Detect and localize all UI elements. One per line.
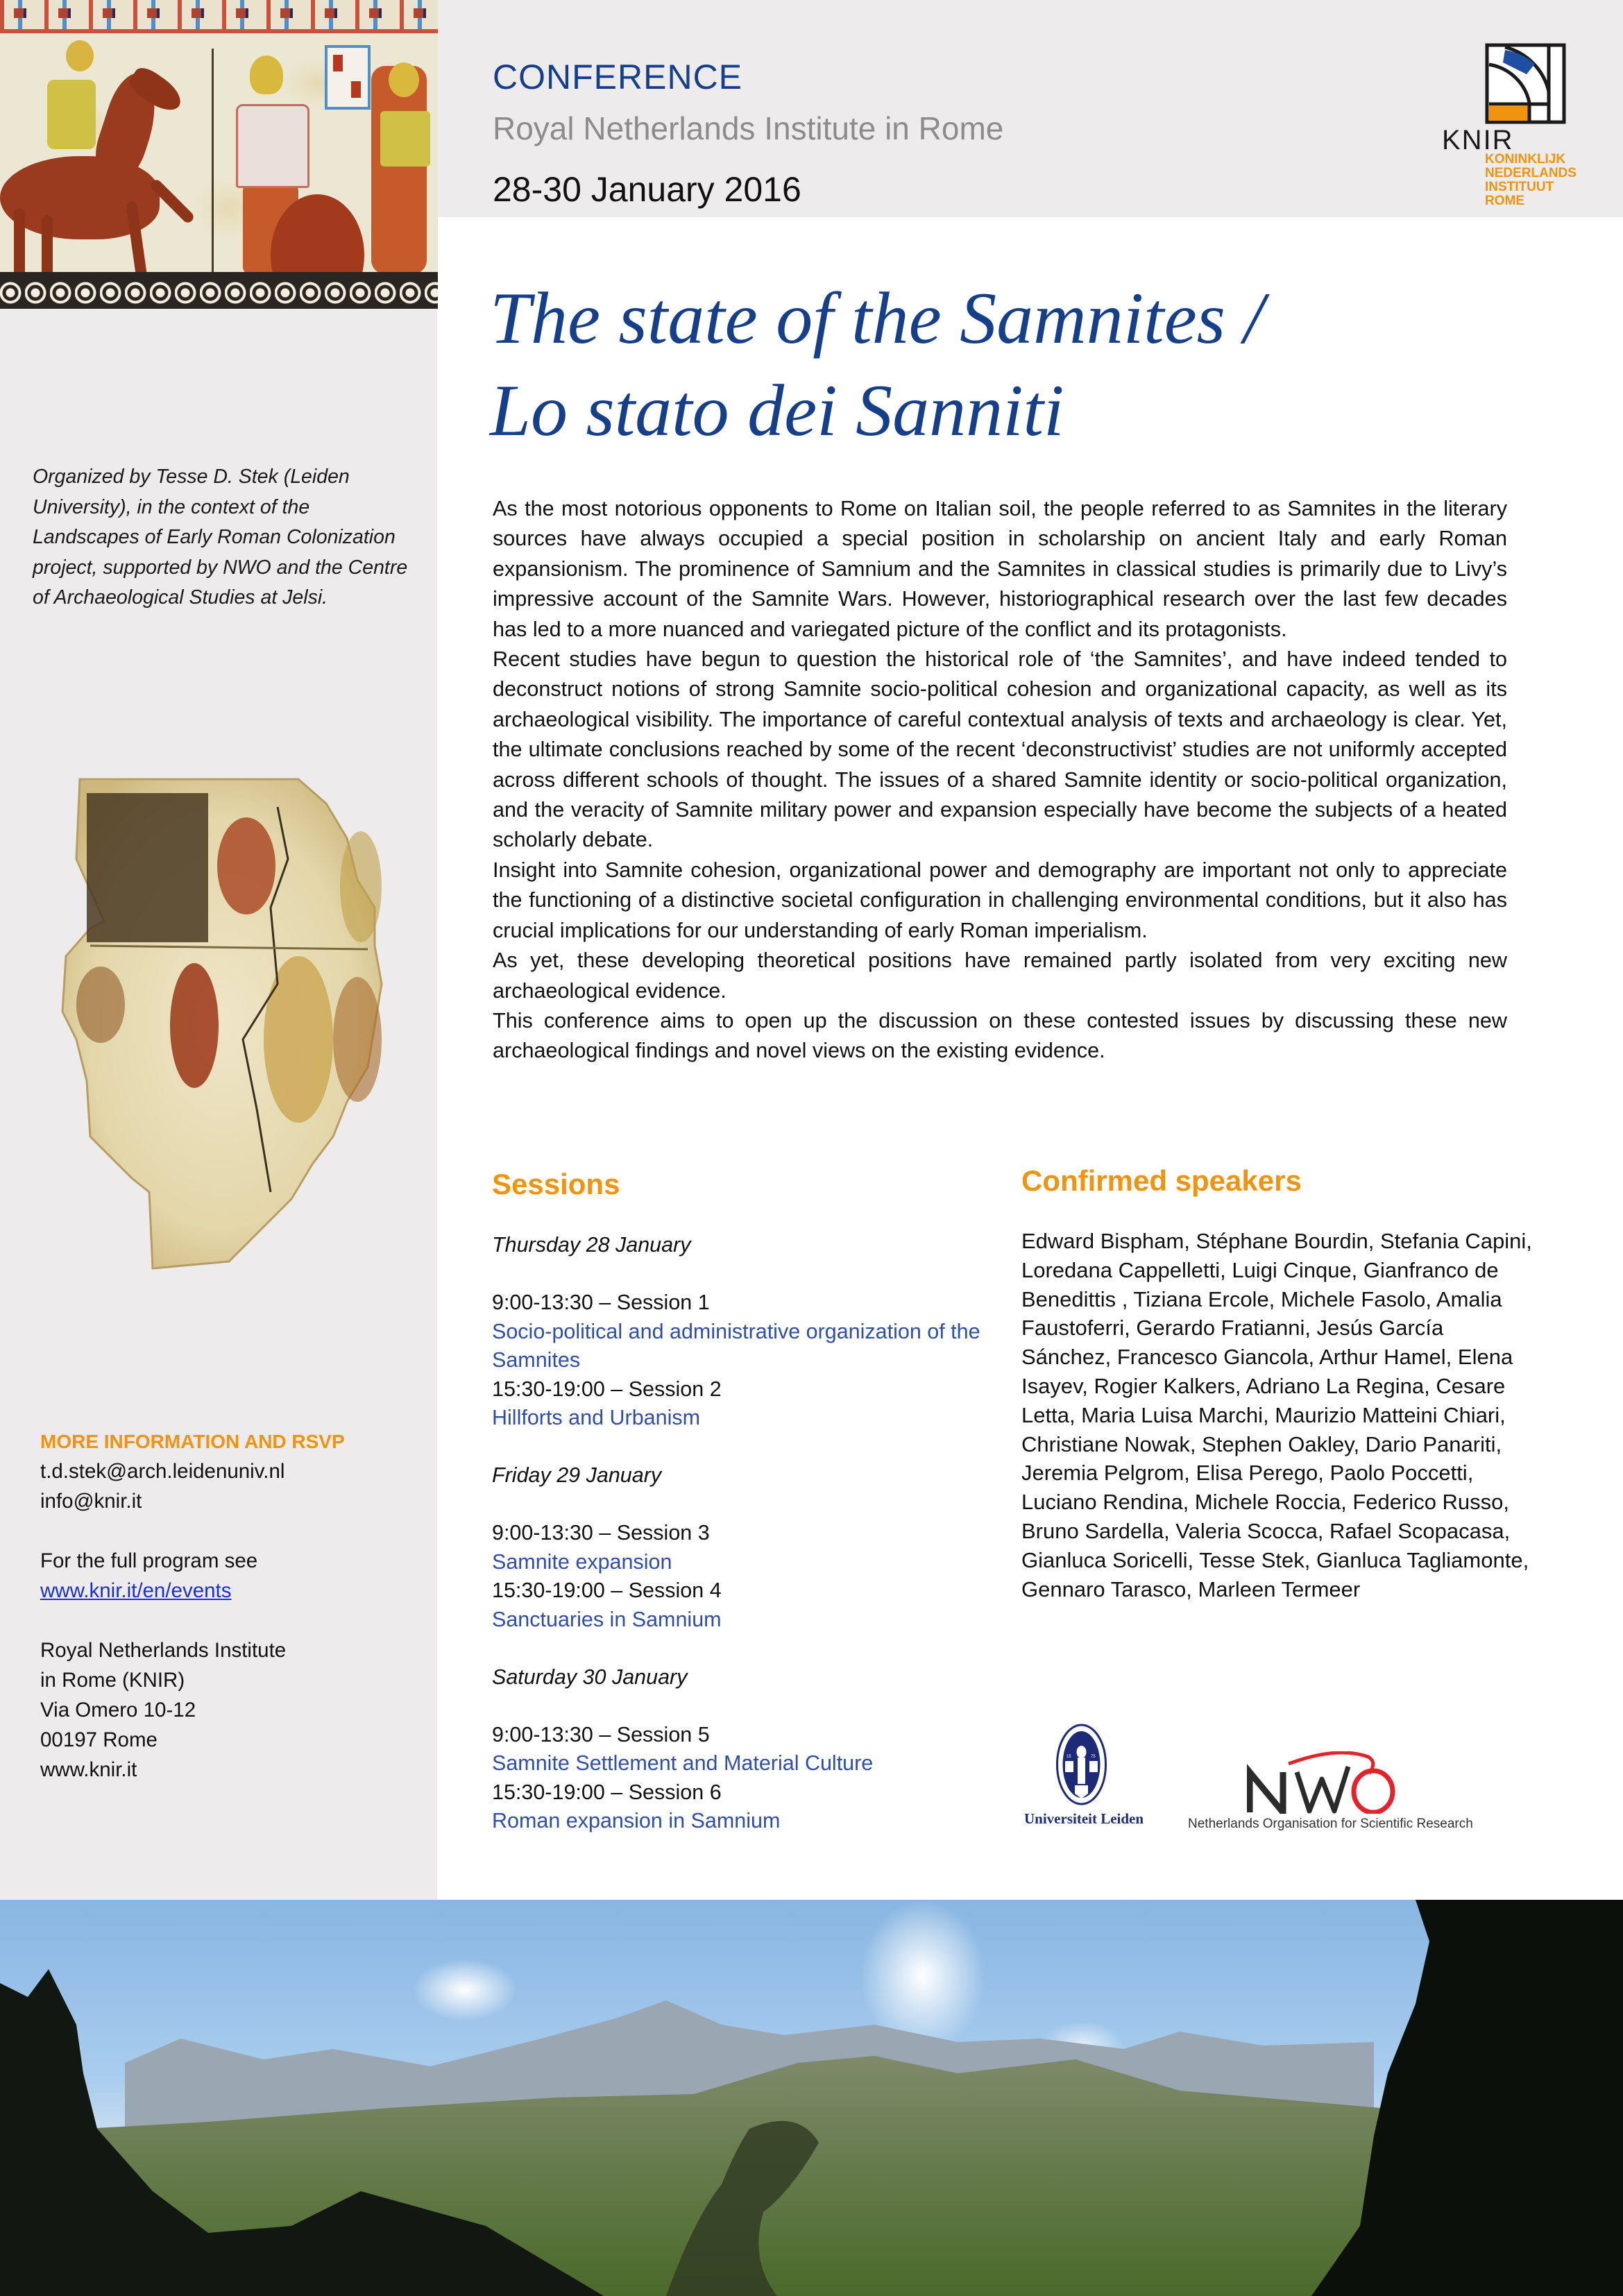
intro-paragraph: This conference aims to open up the discussion on these contested issues by discussing these new archaeological findings and novel views on the existing evidence. — [493, 1008, 1507, 1063]
session-day: Friday 29 January — [492, 1463, 662, 1487]
contact-email[interactable]: info@knir.it — [40, 1490, 142, 1513]
contact-email[interactable]: t.d.stek@arch.leidenuniv.nl — [40, 1460, 285, 1483]
knir-logo — [1426, 43, 1582, 213]
program-link[interactable]: www.knir.it/en/events — [40, 1579, 232, 1602]
program-label: For the full program see — [40, 1549, 258, 1572]
knir-window-icon — [1485, 43, 1566, 124]
rsvp-heading: MORE INFORMATION AND RSVP — [40, 1431, 345, 1452]
session-time: 15:30-19:00 – Session 6 — [492, 1780, 722, 1804]
session-day: Thursday 28 January — [492, 1233, 691, 1257]
intro-text — [493, 494, 1507, 1066]
website-text: www.knir.it — [40, 1758, 137, 1781]
figure-red — [217, 817, 275, 915]
session-time: 9:00-13:30 – Session 1 — [492, 1291, 710, 1314]
address-line: 00197 Rome — [40, 1728, 158, 1751]
nwo-letters-icon — [1247, 1751, 1407, 1814]
leiden-name: Universiteit Leiden — [1024, 1810, 1144, 1827]
knir-abbreviation: KNIR — [1442, 125, 1514, 155]
seal-number: 15 — [1067, 1755, 1071, 1759]
conference-label: CONFERENCE — [493, 58, 743, 96]
conference-dates: 28-30 January 2016 — [493, 170, 801, 209]
fresco-fragment-image — [49, 776, 389, 1275]
knir-name-line: KONINKLIJK — [1485, 152, 1566, 167]
speakers-list: Edward Bispham, Stéphane Bourdin, Stefania Capini, Loredana Cappelletti, Luigi Cinque, Gianfranco de Benedittis , Tiziana Ercole, Michele Fasolo, Amalia Faustoferri, Gerardo Fratianni, Jesús García Sánchez, Francesco Giancola, Arthur Hamel, Elena Isayev, Rogier Kalkers, Adriano La Regina, Cesare Letta, Maria Luisa Marchi, Maurizio Matteini Chiari, Christiane Nowak, Stephen Oakley, Dario Panariti, Jeremia Pelgrom, Elisa Perego, Paolo Poccetti, Luciano Rendina, Michele Roccia, Federico Russo, Bruno Sardella, Valeria Scocca, Rafael Scopacasa, Gianluca Soricelli, Tesse Stek, Gianluca Tagliamonte, Gennaro Tarasco, Marleen Termeer — [1021, 1229, 1532, 1601]
sessions-heading: Sessions — [492, 1168, 620, 1200]
address-line: in Rome (KNIR) — [40, 1669, 185, 1692]
session-time: 15:30-19:00 – Session 4 — [492, 1579, 722, 1602]
wave-border — [0, 279, 438, 309]
session-day: Saturday 30 January — [492, 1665, 688, 1689]
session-time: 9:00-13:30 – Session 5 — [492, 1722, 710, 1746]
cloud — [413, 1959, 517, 2021]
warrior-armor — [380, 111, 430, 167]
session-topic: Samnite expansion — [492, 1549, 672, 1574]
session-time: 15:30-19:00 – Session 2 — [492, 1377, 722, 1401]
knir-full-name — [1485, 153, 1577, 208]
intro-paragraph: Recent studies have begun to question the historical role of ‘the Samnites’, and have indeed tended to deconstruct notions of strong Samnite socio-political cohesion and organizational capacity, as well as its archaeological visibility. The importance of careful contextual analysis of texts and archaeology is clear. Yet, the ultimate conclusions reached by some of the recent ‘deconstructivist’ studies are not uniformly accepted across different schools of thought. The issues of a shared Samnite identity or socio-political organization, and the veracity of Samnite military power and expansion especially have become the subjects of a heated scholarly debate. — [493, 647, 1507, 852]
fragment-drawing — [49, 776, 389, 1275]
intro-paragraph: As yet, these developing theoretical positions have remained partly isolated from very exciting new archaeological evidence. — [493, 949, 1507, 1003]
contact-block — [40, 1427, 429, 1785]
figure-ochre — [264, 956, 333, 1123]
session-topic: Samnite Settlement and Material Culture — [492, 1751, 874, 1775]
session-time: 9:00-13:30 – Session 3 — [492, 1521, 710, 1545]
intro-paragraph: Insight into Samnite cohesion, organizational power and demography are important not only to appreciate the functioning of a distinctive societal configuration in challenging environmental conditions, but it also has crucial implications for our understanding of early Roman imperialism. — [493, 858, 1507, 942]
title-english: The state of the Samnites / — [490, 278, 1264, 359]
session-topic: Sanctuaries in Samnium — [492, 1607, 722, 1631]
address-line: Royal Netherlands Institute — [40, 1639, 287, 1662]
session-topic: Roman expansion in Samnium — [492, 1809, 781, 1832]
figure-ochre — [340, 831, 382, 942]
rider-figure — [47, 80, 96, 149]
leiden-university-logo — [1024, 1723, 1163, 1834]
knir-name-line: INSTITUUT — [1485, 180, 1554, 194]
seal-number: 75 — [1091, 1755, 1096, 1759]
session-topic: Socio-political and administrative organization of the Samnites — [492, 1319, 980, 1372]
fresco-image-warriors — [0, 0, 438, 309]
title-italian: Lo stato dei Sanniti — [490, 370, 1064, 451]
dark-panel — [87, 793, 208, 942]
session-topic: Hillforts and Urbanism — [492, 1406, 701, 1429]
intro-paragraph: As the most notorious opponents to Rome on Italian soil, the people referred to as Samnites in the literary sources have always occupied a special position in scholarship on ancient Italy and early Roman expansionism. The prominence of Samnium and the Samnites in classical studies is primarily due to Livy’s impressive account of the Samnite Wars. However, historiographical research over the last few decades has led to a more nuanced and variegated picture of the conflict and its protagonists. — [493, 497, 1507, 641]
spear — [212, 49, 214, 274]
meander-border — [0, 0, 438, 33]
warrior-helmet-2 — [389, 62, 419, 97]
organizer-note: Organized by Tesse D. Stek (Leiden University), in the context of the Landscapes of Early Roman Colonization project, supported by NWO and the Centre of Archaeological Studies at Jelsi. — [33, 466, 408, 609]
figure-small — [76, 967, 125, 1043]
warrior-tunic — [236, 104, 309, 188]
nwo-tagline: Netherlands Organisation for Scientific Research — [1188, 1817, 1473, 1831]
conference-venue: Royal Netherlands Institute in Rome — [493, 110, 1004, 146]
nwo-logo — [1188, 1739, 1521, 1836]
warrior-figure-2 — [371, 66, 427, 274]
ground-line — [0, 272, 438, 279]
warrior-helmet — [250, 56, 283, 94]
address-line: Via Omero 10-12 — [40, 1699, 196, 1721]
leiden-seal-icon — [1055, 1723, 1107, 1806]
sessions-list — [492, 1231, 1005, 1836]
figure-red — [170, 963, 219, 1088]
rider-head — [66, 40, 94, 71]
knir-name-line: ROME — [1485, 194, 1524, 208]
banner-flag — [325, 45, 371, 110]
knir-name-line: NEDERLANDS — [1485, 166, 1577, 180]
speakers-heading: Confirmed speakers — [1021, 1164, 1302, 1197]
landscape-drawing — [0, 1900, 1623, 2296]
landscape-photo — [0, 1900, 1623, 2296]
figure-ochre — [333, 977, 382, 1102]
page-title — [490, 272, 1531, 457]
